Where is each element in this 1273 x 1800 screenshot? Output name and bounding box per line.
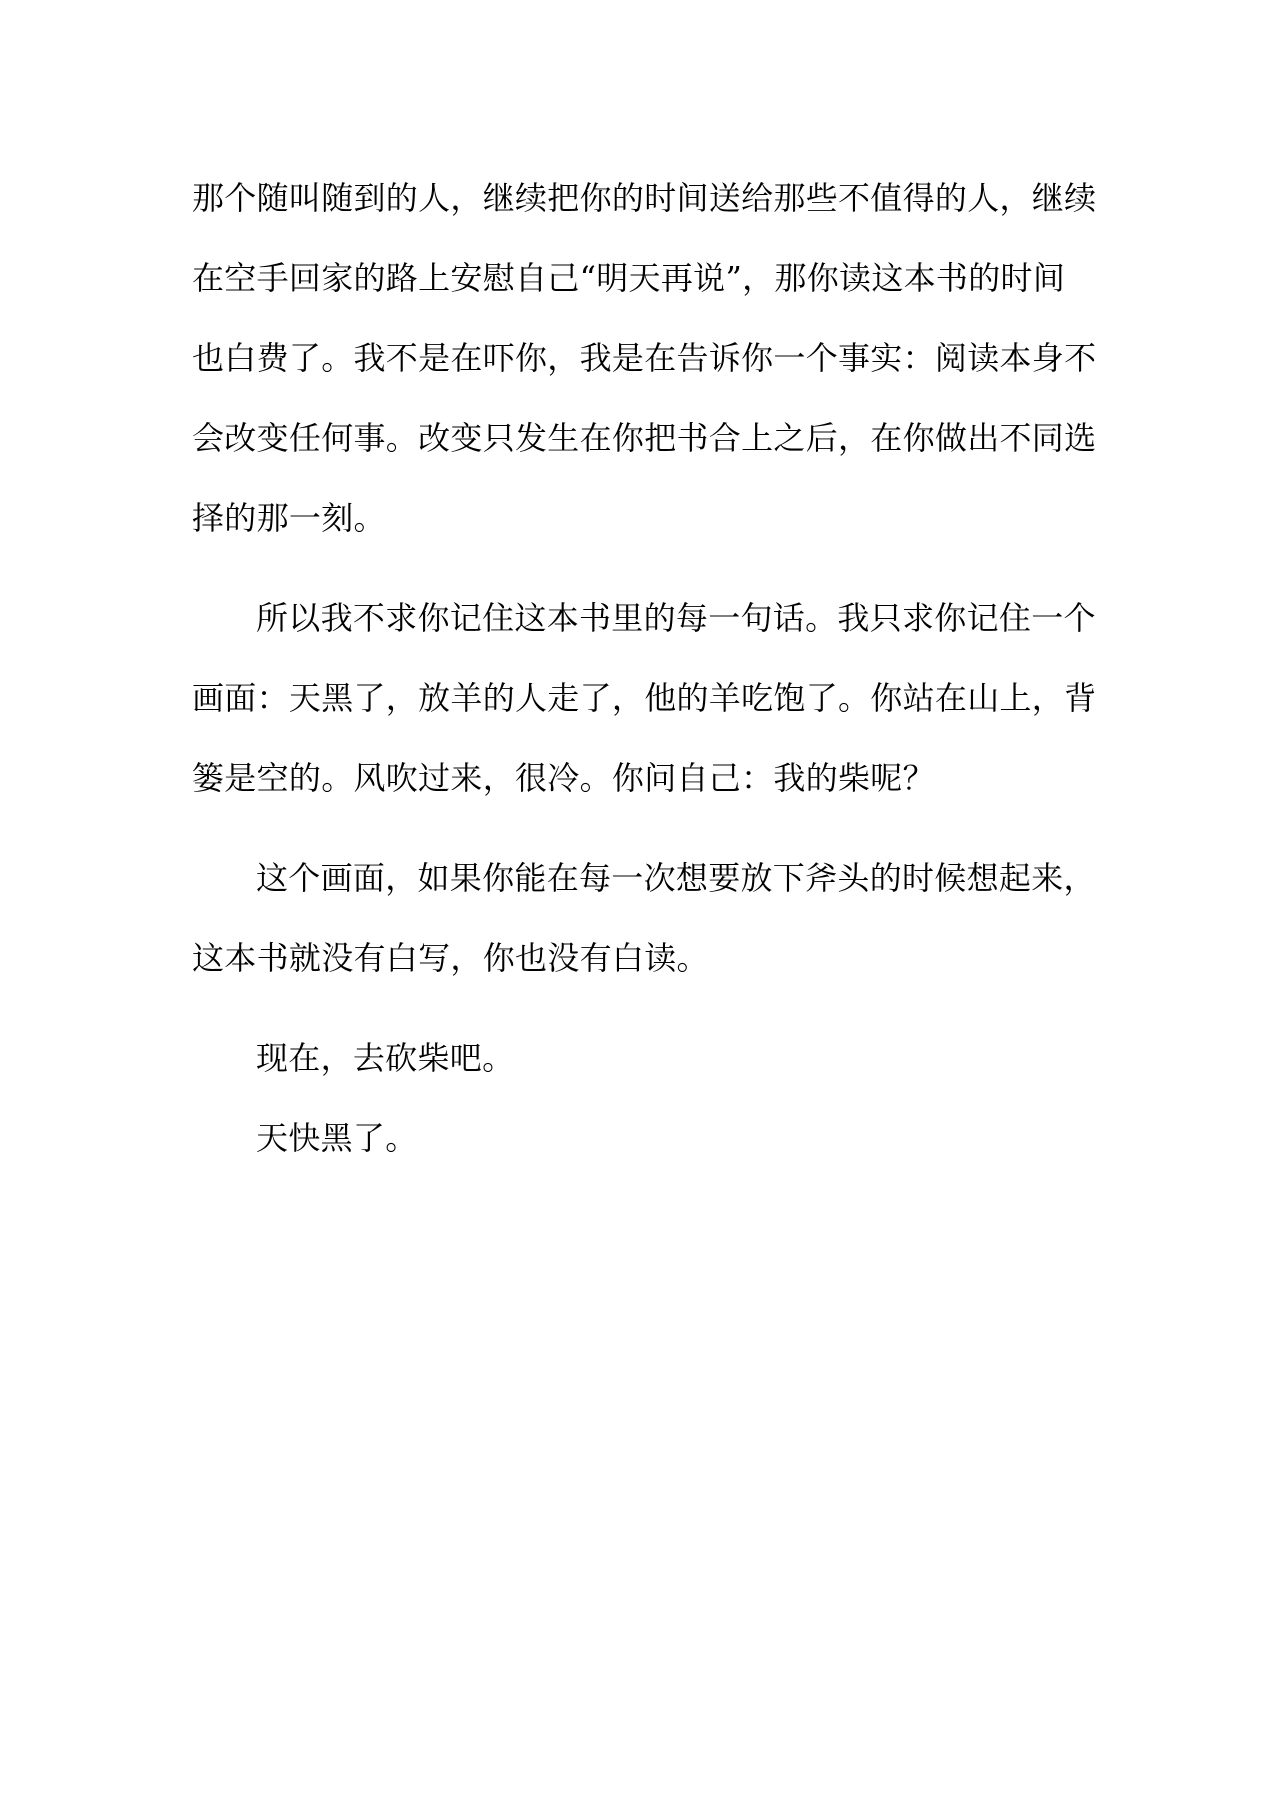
paragraph-line: 那个随叫随到的人，继续把你的时间送给那些不值得的人，继续 [192, 179, 1097, 217]
paragraph-line: 现在，去砍柴吧。 [256, 1039, 515, 1077]
paragraph-line: 也白费了。我不是在吓你，我是在告诉你一个事实：阅读本身不 [192, 339, 1097, 377]
paragraph-line: 画面：天黑了，放羊的人走了，他的羊吃饱了。你站在山上，背 [192, 679, 1097, 717]
paragraph-line: 所以我不求你记住这本书里的每一句话。我只求你记住一个 [256, 599, 1096, 637]
paragraph-line: 会改变任何事。改变只发生在你把书合上之后，在你做出不同选 [192, 419, 1097, 457]
paragraph-line: 这本书就没有白写，你也没有白读。 [192, 939, 709, 977]
paragraph-line: 篓是空的。风吹过来，很冷。你问自己：我的柴呢？ [192, 759, 935, 797]
paragraph-line: 择的那一刻。 [192, 499, 386, 537]
paragraph-line: 这个画面，如果你能在每一次想要放下斧头的时候想起来， [256, 859, 1096, 897]
paragraph-line: 在空手回家的路上安慰自己“明天再说”，那你读这本书的时间 [192, 259, 1066, 297]
paragraph-line: 天快黑了。 [256, 1119, 418, 1157]
